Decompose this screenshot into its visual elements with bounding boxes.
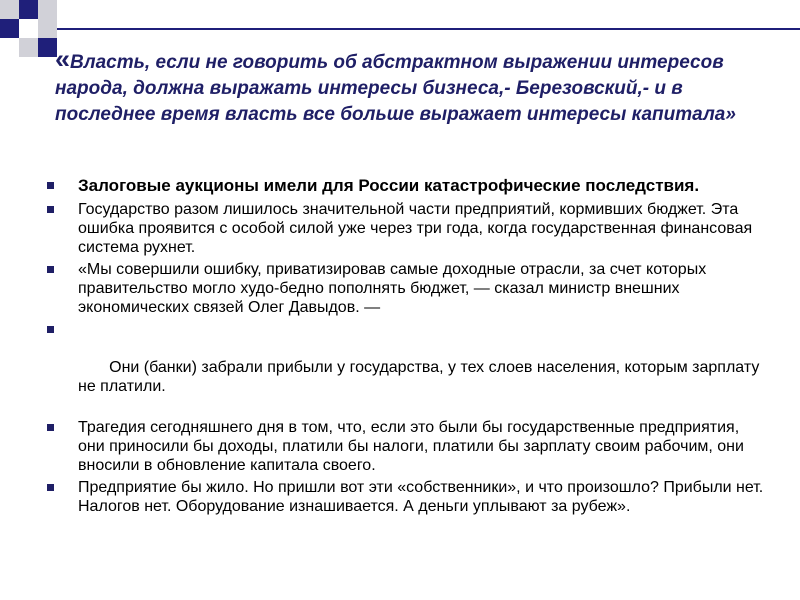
bullet-list bbox=[45, 176, 765, 519]
decor-square bbox=[38, 19, 57, 38]
decor-square bbox=[0, 0, 19, 19]
decor-square bbox=[0, 19, 19, 38]
bullet-item bbox=[45, 260, 765, 317]
bullet-item bbox=[45, 200, 765, 257]
bullet-item bbox=[45, 176, 765, 196]
bullet-square-icon bbox=[47, 182, 54, 189]
bullet-square-icon bbox=[47, 424, 54, 431]
bullet-text: Государство разом лишилось значительной части предприятий, кормивших бюджет. Эта ошибка проявится с особой силой уже через три года, когда государственная финансовая система рухнет. bbox=[78, 201, 753, 256]
bullet-square-icon bbox=[47, 206, 54, 213]
bullet-text: Трагедия сегодняшнего дня в том, что, если это были бы государственные предприятия, они приносили бы доходы, платили бы налоги, платили бы зарплату своим рабочим, они вносили в обновление капитала своего. bbox=[78, 419, 744, 474]
bullet-item bbox=[45, 478, 765, 516]
decor-square bbox=[19, 38, 38, 57]
bullet-item bbox=[45, 320, 765, 415]
decor-square bbox=[19, 0, 38, 19]
title-open-quote: « bbox=[55, 44, 71, 74]
bullet-text: Залоговые аукционы имели для России катастрофические последствия. bbox=[78, 176, 700, 195]
decor-square bbox=[38, 0, 57, 19]
bullet-square-icon bbox=[47, 326, 54, 333]
slide-title bbox=[55, 46, 755, 128]
bullet-text: Предприятие бы жило. Но пришли вот эти «собственники», и что произошло? Прибыли нет. Налогов нет. Оборудование изнашивается. А деньги уплывают за рубеж». bbox=[78, 479, 764, 515]
bullet-text: «Мы совершили ошибку, приватизировав самые доходные отрасли, за счет которых правительство могло худо-бедно пополнять бюджет, — сказал министр внешних экономических связей Олег Давыдов. — bbox=[78, 261, 707, 316]
bullet-text: Они (банки) забрали прибыли у государства, у тех слоев населения, которым зарплату не платили. bbox=[78, 359, 764, 395]
bullet-item bbox=[45, 418, 765, 475]
bullet-square-icon bbox=[47, 484, 54, 491]
bullet-square-icon bbox=[47, 266, 54, 273]
title-text: Власть, если не говорить об абстрактном выражении интересов народа, должна выражать интересы бизнеса,- Березовский,- и в последнее время власть все больше выражает интересы капитала» bbox=[55, 52, 736, 125]
top-divider-line bbox=[57, 28, 800, 30]
